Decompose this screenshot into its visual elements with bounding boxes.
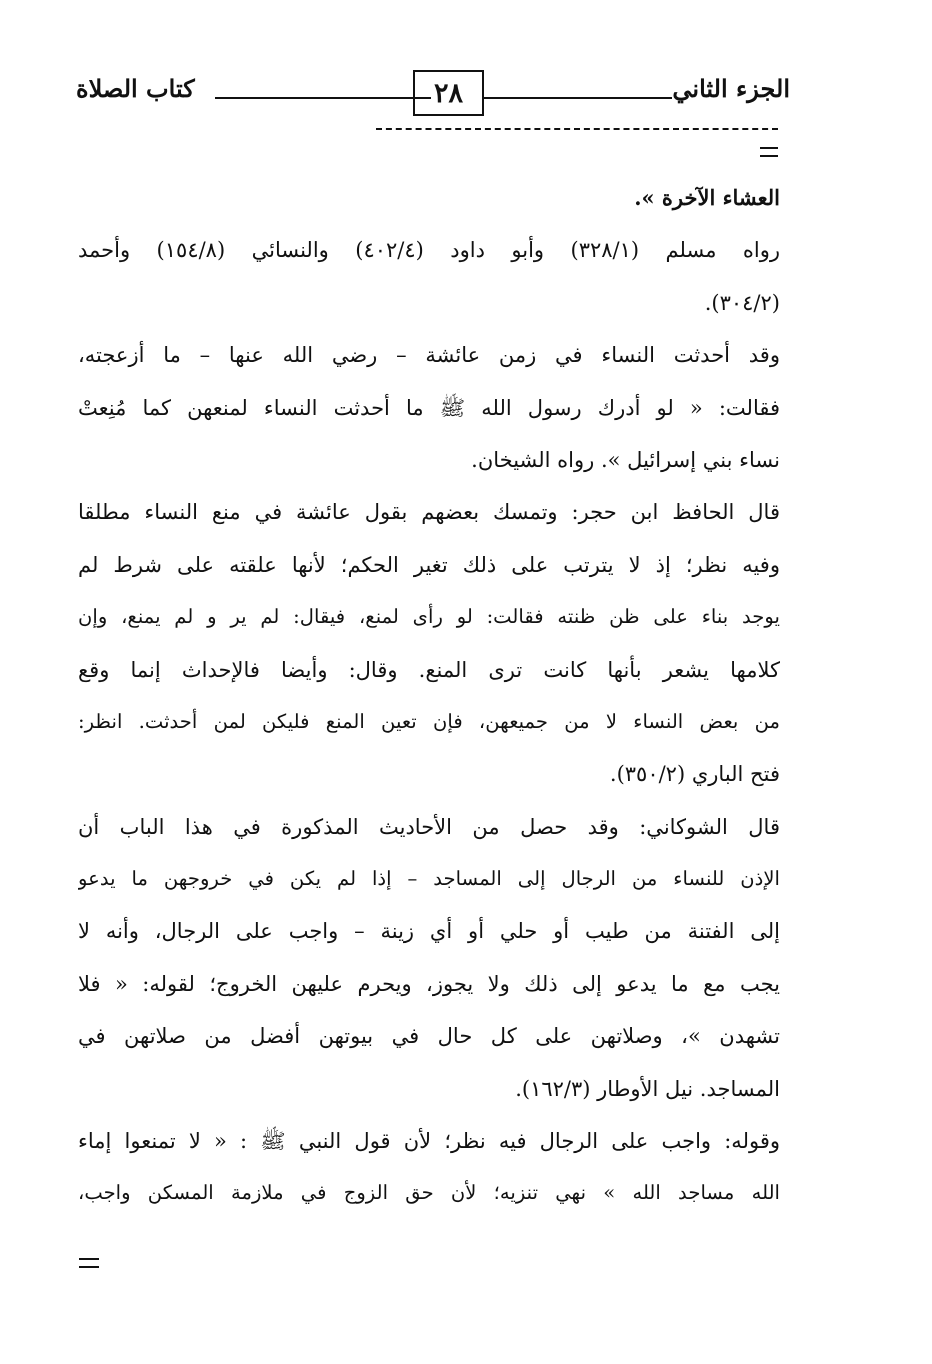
running-header [60, 62, 790, 122]
text-line: يوجد بناء على ظن ظنته فقالت: لو رأى لمنع، فيقال: لم ير و لم يمنع، وإن [78, 605, 780, 629]
continuation-mark-top [760, 147, 778, 157]
text-line: رواه مسلم (٣٢٨/١) وأبو داود (٤٠٢/٤) والنسائي (١٥٤/٨) وأحمد [78, 238, 780, 263]
text-line: الإذن للنساء من الرجال إلى المساجد – إذا لم يكن في خروجهن ما يدعو [78, 867, 780, 891]
text-line: فتح الباري (٣٥٠/٢). [609, 762, 780, 787]
text-line: وفيه نظر؛ إذ لا يترتب على ذلك تغير الحكم؛ لأنها علقته على شرط لم [78, 552, 780, 577]
text-line: العشاء الآخرة ». [634, 185, 780, 210]
header-dashed-rule [376, 128, 778, 130]
text-line: إلى الفتنة من طيب أو حلي أو أي زينة – واجب على الرجال، وأنه لا [78, 919, 780, 944]
page-number: ٢٨ [433, 78, 463, 109]
text-line: فقالت: « لو أدرك رسول الله ﷺ ما أحدثت النساء لمنعهن كما مُنِعتْ [78, 395, 780, 420]
header-book-title: كتاب الصلاة [76, 74, 195, 103]
text-line: يجب مع ما يدعو إلى ذلك ولا يجوز، ويحرم عليهن الخروج؛ لقوله: « فلا [78, 971, 780, 996]
page-number-box [413, 70, 484, 116]
continuation-mark-bottom [79, 1258, 99, 1268]
text-line: وقد أحدثت النساء في زمن عائشة – رضي الله عنها – ما أزعجته، [78, 343, 780, 368]
text-line: (٣٠٤/٢). [704, 290, 780, 315]
text-line: كلامها يشعر بأنها كانت ترى المنع. وقال: وأيضا فالإحداث إنما وقع [78, 657, 780, 682]
text-line: الله مساجد الله » نهي تنزيه؛ لأن حق الزوج في ملازمة المسكن واجب، [78, 1181, 780, 1205]
text-line: قال الحافظ ابن حجر: وتمسك بعضهم بقول عائشة في منع النساء مطلقا [78, 500, 780, 525]
text-line: وقوله: واجب على الرجال فيه نظر؛ لأن قول النبي ﷺ : « لا تمنعوا إماء [78, 1129, 780, 1154]
header-part-title: الجزء الثاني [672, 74, 790, 103]
header-rule-left [215, 97, 431, 99]
text-line: نساء بني إسرائيل ». رواه الشيخان. [471, 447, 780, 472]
text-line: المساجد. نيل الأوطار (١٦٢/٣). [515, 1076, 780, 1101]
page-body-text [78, 172, 780, 1220]
text-line: قال الشوكاني: وقد حصل من الأحاديث المذكورة في هذا الباب أن [78, 814, 780, 839]
text-line: من بعض النساء لا من جميعهن، فإن تعين المنع فليكن لمن أحدثت. انظر: [78, 709, 780, 733]
text-line: تشهدن »، وصلاتهن على كل حال في بيوتهن أفضل من صلاتهن في [78, 1024, 780, 1049]
header-rule-right [476, 97, 672, 99]
